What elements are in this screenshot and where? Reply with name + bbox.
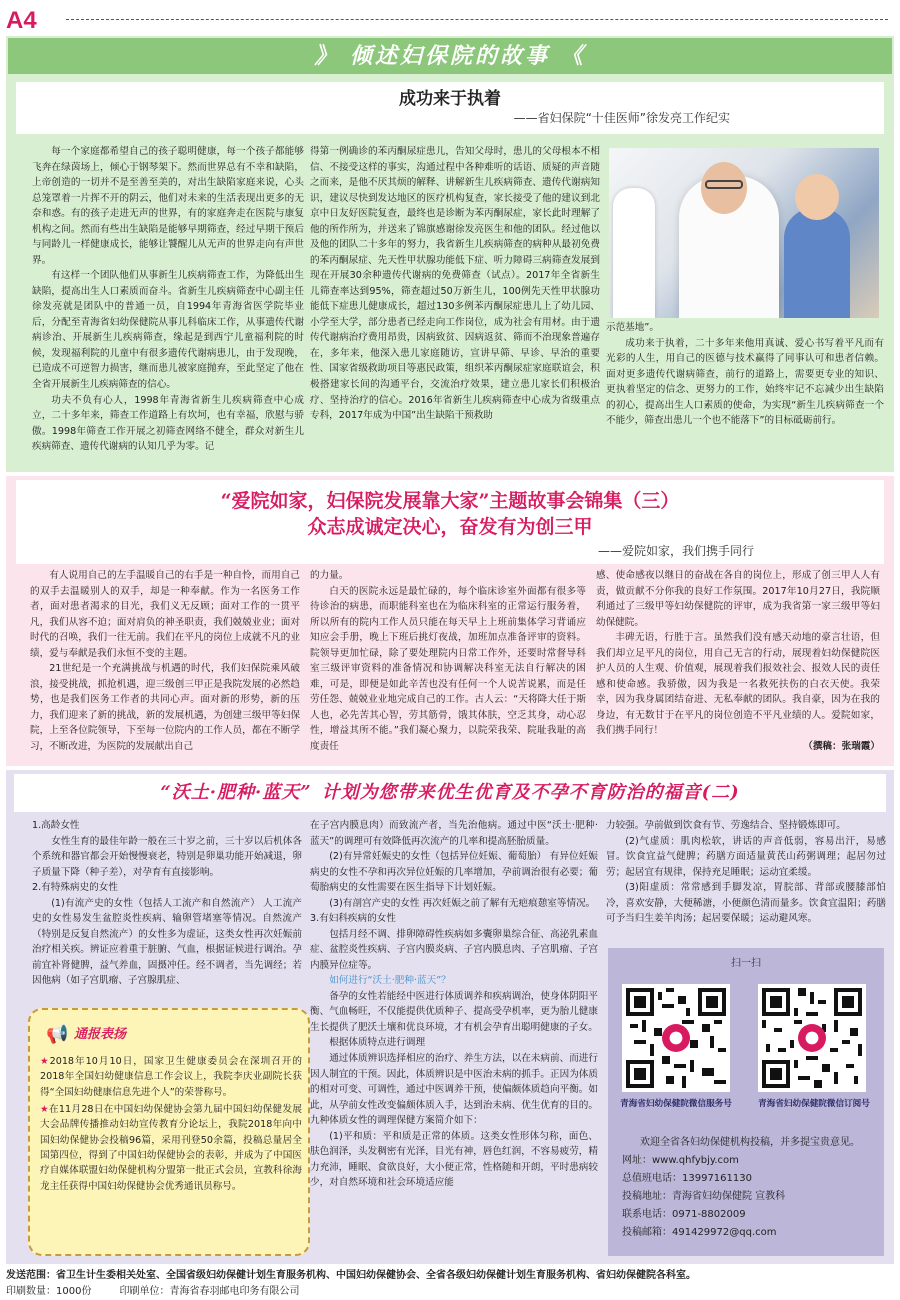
qr-code-subscription[interactable] [758, 984, 866, 1092]
contact-info [622, 1134, 878, 1242]
story3-banner-part1: “沃土·肥种·蓝天” [160, 782, 312, 803]
paragraph: 女性生育的最佳年龄一般在三十岁之前，三十岁以后机体各个系统和器官都会开始慢慢衰老，特别是卵巢功能开始减退，卵子质量下降（种子差），对孕育有直接影响。 [32, 835, 302, 878]
notice-box [28, 1008, 310, 1256]
story3-col3 [606, 818, 886, 944]
story2-col3 [596, 568, 880, 762]
paragraph: (2)气虚质：肌肉松软，讲话的声音低弱，容易出汗，易感冒。饮食宜益气健脾；药膳方面适量黄芪山药粥调理；起居勿过劳；起居宜有规律，保持充足睡眠；运动宜柔缓。 [606, 835, 886, 878]
story2-subtitle: ——爱院如家，我们携手同行 [597, 544, 754, 558]
paragraph: 成功来于执着，二十多年来他用真诚、爱心书写着平凡而有光彩的人生，用自己的医德与技术赢得了同事认可和患者信赖。面对更多遗传代谢病筛查，前行的道路上，需要更专业的知识、更执着坚定的信念、更努力的工作，始终牢记不忘减少出生缺陷的初心，提高出生人口素质的使命，为实现“新生儿疾病筛查一个不能少，筛查出患儿一个也不能落下”的目标砥砺前行。 [606, 337, 884, 427]
notice-item: ★2018年10月10日，国家卫生健康委员会在深圳召开的2018年全国妇幼健康信息工作会议上，我院李庆业副院长获得“全国妇幼健康信息先进个人”的荣誉称号。 [40, 1056, 302, 1098]
story1-col1 [32, 144, 304, 466]
qr-title: 扫一扫 [731, 958, 761, 969]
doctor-photo [609, 148, 879, 318]
heading: 根据体质特点进行调理 [329, 1037, 426, 1049]
qr-code-icon [762, 988, 862, 1088]
star-icon: ★ [40, 1104, 49, 1116]
paragraph: 包括月经不调、排卵障碍性疾病如多囊卵巢综合征、高泌乳素血症、盆腔炎性疾病、子宫内膜炎病、子宫内膜息肉、子宫肌瘤、子宫内膜异位症等。 [310, 928, 598, 971]
story1-col2 [310, 144, 600, 466]
story3-banner-part2: 计划为您带来优生优育及不孕不育防治的福音(二) [321, 782, 740, 803]
contact-address: 投稿地址：青海省妇幼保健院 宣教科 [622, 1191, 786, 1202]
heading: 1.高龄女性 [32, 820, 80, 831]
qr-caption-subscription: 青海省妇幼保健院微信订阅号 [758, 1099, 870, 1109]
paragraph: 功夫不负有心人，1998年青海省新生儿疾病筛查中心成立，二十多年来，筛查工作道路上有坎坷，也有幸福，欣慰与骄傲。1998年筛查工作开展之初筛查网络不健全，群众对新生儿疾病筛查、遗传代谢病的认知几乎为零。记 [32, 394, 304, 453]
story1-subtitle: ——省妇保院“十佳医师”徐发亮工作纪实 [513, 111, 730, 125]
paragraph: 示范基地”。 [606, 322, 659, 333]
footer-print-info [6, 1284, 894, 1300]
paragraph: 感、使命感夜以继日的奋战在各自的岗位上，形成了创三甲人人有责，做贡献不分你我的良好工作氛围。2017年10月27日，我院顺利通过了三级甲等妇幼保健院的评审，成为我省第一家三级甲等妇幼保健院。 [596, 570, 880, 628]
contact-hotline: 总值班电话：13997161130 [622, 1173, 752, 1184]
footer [6, 1268, 894, 1300]
notice-body [40, 1054, 302, 1196]
contact-website[interactable]: 网址：www.qhfybjy.com [622, 1155, 739, 1166]
notice-heading: 通报表扬 [74, 1027, 127, 1042]
notice-item: ★在11月28日在中国妇幼保健协会第九届中国妇幼保健发展大会品牌传播推动妇幼宣传教育分论坛上，我院2018年向中国妇幼保健协会投稿96篇，采用刊登50余篇，投稿总量居全国第四位，得到了中国妇幼保健协会的表彰，并成为了中国医疗自媒体联盟妇幼保健机构分盟第一批正式会员，宣教科徐海龙主任获得中国妇幼保健协会优秀通讯员称号。 [40, 1104, 302, 1192]
paragraph: (3)有剖宫产史的女性 再次妊娠之前了解有无疤痕憩室等情况。 [329, 897, 596, 909]
paragraph: 白天的医院永远是最忙碌的，每个临床诊室外面都有很多等待诊治的病患，而职能科室也在为临床科室的正常运行服务着，所以所有的院内工作人员只能在每天早上上班前集体学习背诵应知应会手册，晚上下班后挑灯夜战，加班加点准备评审的资料。院领导更加忙碌，除了要处理院内日常工作外，还要时常督导科室三级评审资料的准备情况和协调解决科室无法自行解决的困难，可是，即便是如此辛苦也没有任何一个人说苦说累，而是任劳任怨、兢兢业业地完成自己的工作。古人云：“天将降大任于斯人也，必先苦其心智，劳其筋骨，饿其体肤，空乏其身，动心忍性，增益其所不能。”我们凝心聚力，以院荣我荣、院耻我耻的高度责任 [310, 585, 586, 752]
paragraph: 有这样一个团队他们从事新生儿疾病筛查工作，为降低出生缺陷，提高出生人口素质而奋斗。省新生儿疾病筛查中心副主任徐发亮就是团队中的普通一员，自1994年青海省医学院毕业后，分配至青海省妇幼保健院从事儿科临床工作，从事遗传代谢病诊治、开展新生儿疾病筛查，缘起是到西宁儿童福利院的时候，发现福利院的儿童中有很多遗传代谢病患儿，由于发现晚，已造成不可逆智力损害，继而患儿被家庭抛弃，至此坚定了他在全省开展新生儿疾病筛查的信心。 [32, 270, 304, 390]
heading: 3.有妇科疾病的女性 [310, 913, 396, 925]
page-number: A4 [6, 7, 37, 34]
qr-caption-service: 青海省妇幼保健院微信服务号 [620, 1099, 732, 1109]
story2-title-line2: 众志成诚定决心，奋发有为创三甲 [307, 516, 593, 538]
photo-nurse-figure [613, 188, 655, 318]
paragraph: 通过体质辨识选择相应的治疗、养生方法，以在未病前、而进行因人制宜的干预。因此，体质辨识是中医治未病的抓手。正因为体质的相对可变、可调性，通过中医调养干预，使偏颇体质趋向平衡。如此，从孕前女性改变偏颇体质入手，达到治未病、优生优育的目的。九种体质女性的调理保健方案简介如下： [310, 1052, 598, 1127]
paragraph: (3)阳虚质：常常感到手脚发凉，胃脘部、背部或腰膝部怕冷，喜欢安静，大便稀溏，小便颜色清而量多。饮食宜温阳；药膳可予当归生姜羊肉汤；起居要保暖；运动避风寒。 [606, 882, 886, 925]
paragraph: 丰碑无语，行胜于言。虽然我们没有感天动地的豪言壮语，但我们却立足平凡的岗位，用自己无言的行动，展现着妇幼保健院医护人员的人生观、价值观，展现着我们报效社会、报效人民的责任感和使命感。我骄傲，因为我是一名救死扶伤的白衣天使。我荣幸，因为我身属团结奋进、无私奉献的团队。我自豪，因为在我的身边，有无数甘于在平凡的岗位创造不平凡业绩的人。爱院如家，我们携手同行！ [596, 632, 880, 737]
story3-banner [14, 774, 886, 812]
story1-title-box [16, 82, 884, 134]
qr-code-service[interactable] [622, 984, 730, 1092]
paragraph: 力较强。孕前做到饮食有节、劳逸结合、坚持锻炼即可。 [606, 820, 846, 831]
qr-contact-box [608, 948, 884, 1256]
story2-title-box [16, 480, 884, 564]
photo-child-face [795, 174, 839, 220]
paragraph: 的力量。 [310, 570, 349, 581]
story2-title-line1: “爱院如家，妇保院发展靠大家”主题故事会锦集（三） [220, 490, 680, 512]
contact-welcome: 欢迎全省各妇幼保健机构投稿，并多提宝贵意见。 [640, 1137, 860, 1148]
story3-col1 [32, 818, 302, 1004]
footer-distribution: 发送范围：省卫生计生委相关处室、全国省级妇幼保健计划生育服务机构、中国妇幼保健协会、全省各级妇幼保健计划生育服务机构、省妇幼保健院各科室。 [6, 1270, 696, 1281]
story2-byline: （撰稿：张瑞霞） [803, 740, 880, 752]
story1-col3 [606, 320, 884, 468]
story1-banner: 》 倾述妇保院的故事 《 [8, 38, 892, 74]
story2-col2 [310, 568, 586, 762]
heading: 2.有特殊病史的女性 [32, 882, 118, 894]
story2-col1 [30, 568, 300, 762]
megaphone-icon: 📢 [46, 1024, 69, 1045]
contact-phone: 联系电话：0971-8802009 [622, 1209, 746, 1220]
paragraph: (1)平和质：平和质是正常的体质。这类女性形体匀称，面色、肤色润泽，头发稠密有光泽，目光有神，唇色红润，不容易疲劳，精力充沛，睡眠、食欲良好，大小便正常，性格随和开朗，平时患病较少，对自然环境和社会环境适应能 [310, 1130, 598, 1189]
story2-section [6, 476, 894, 766]
paragraph: (1)有流产史的女性（包括人工流产和自然流产） 人工流产史的女性易发生盆腔炎性疾病、输卵管堵塞等情况。自然流产（特别是反复自然流产）的女性多为虚证，这类女性再次妊娠前治疗相关疾。辨证应着重于脏腑、气血，根据证候进行调治。孕前宜补肾健脾，益气养血，固摄冲任。经不调者，当先调经；若因他病（如子宫肌瘤、子宫腺肌症、 [32, 897, 302, 987]
header-divider [66, 19, 888, 20]
qr-code-icon [626, 988, 726, 1088]
footer-print-count: 印刷数量：1000份 [6, 1286, 92, 1297]
paragraph: 备孕的女性若能经中医进行体质调养和疾病调治，使身体阴阳平衡、气血畅旺，不仅能提供优质种子、提高受孕机率，更为胎儿健康生长提供了肥沃土壤和优良环境，才有机会孕育出聪明健康的子女。 [310, 990, 598, 1033]
paragraph: 在子宫内膜息肉）而致流产者，当先治他病。通过中医“沃土·肥种·蓝天”的调理可有效降低再次流产的几率和提高胚胎质量。 [310, 820, 598, 847]
story3-col2 [310, 818, 598, 1258]
star-icon: ★ [40, 1056, 50, 1067]
paragraph: 21世纪是一个充满挑战与机遇的时代，我们妇保院乘风破浪，接受挑战，抓抢机遇，迎三级创三甲正是我院发展的必然趋势，也是我们医务工作者的共同心声。面对新的形势，新的压力，我们迎来了新的挑战，新的发展机遇，为创建三级甲等妇保院，上至各位院领导，下至每一位院内的工作人员，都在不断学习，不断改进，为医院的发展献出自己 [30, 663, 300, 752]
paragraph: 得第一例确诊的苯丙酮尿症患儿，告知父母时，患儿的父母根本不相信、不接受这样的事实，沟通过程中各种难听的话语、质疑的声音随之而来，是他不厌其烦的解释、讲解新生儿疾病筛查、遗传代谢病知识，建议尽快到发达地区的医疗机构复查，家长接受了他的建议到北京中日友好医院复查，最终也是诊断为苯丙酮尿症，家长此时理解了他的所作所为，并送来了锦旗感谢徐发亮医生和他的团队。经过他以及他的团队二十多年的努力，我省新生儿疾病筛查的病种从最初免费的苯丙酮尿症、先天性甲状腺功能低下症、听力障碍三病筛查发展到现在开展30余种遗传代谢病的免费筛查（试点）。2017年全省新生儿筛查率达到95%，筛查超过50万新生儿，100例先天性甲状腺功能低下症患儿健康成长，超过130多例苯丙酮尿症患儿上了幼儿园、小学至大学，部分患者已经走向工作岗位，成为社会有用材。由于遗传代谢病治疗费用昂贵，因病致贫、因病返贫、筛而不治现象普遍存在，多年来，他深入患儿家庭随访，宣讲早筛、早诊、早治的重要性、国家省级救助项目等惠民政策，组织苯丙酮尿症家庭联谊会，积极搭建家长间的沟通平台，交流治疗效果，建立患儿家长们积极治疗、坚持治疗的信心。2016年省新生儿疾病筛查中心成为省级重点专科，2017年成为中国”出生缺陷干预救助 [310, 146, 600, 422]
story1-title: 成功来于执着 [399, 89, 501, 109]
story3-section [6, 770, 894, 1264]
footer-printer: 印刷单位：青海省春羽邮电印务有限公司 [119, 1286, 300, 1297]
photo-child-figure [784, 208, 850, 318]
photo-glasses [705, 180, 743, 189]
story1-section [6, 36, 894, 472]
question-heading: 如何进行“沃土·肥种·蓝天”？ [329, 975, 451, 987]
paragraph: (2)有异常妊娠史的女性（包括异位妊娠、葡萄胎） 有异位妊娠病史的女性不孕和再次异位妊娠的几率增加，孕前调治很有必要；葡萄胎病史的女性需要在医生指导下计划妊娠。 [310, 851, 598, 894]
paragraph: 有人说用自己的左手温暖自己的右手是一种自怜，而用自己的双手去温暖别人的双手，却是一种奉献。作为一名医务工作者，面对患者渴求的目光，我们义无反顾；面对工作的一贯平凡，我们从容不迫；面对肩负的神圣职责，我们兢兢业业；面对时代的召唤，我们一往无前。我们在平凡的岗位上成就不凡的业绩，爱与奉献是我们永恒不变的主题。 [30, 570, 300, 659]
paragraph: 每一个家庭都希望自己的孩子聪明健康，每一个孩子都能够飞奔在绿茵场上，倾心于钢琴架下。然而世界总有不幸和缺陷，上帝创造的一切并不是至善至美的，对出生缺陷家庭来说，心头总笼罩着一片挥不开的阴云，他们对未来的生活表现出更多的无奈和惑。有的孩子走进无声的世界，有的家庭奔走在医院与康复机构之间。然而有些出生缺陷是能够早期筛查，经过早期干预后与同龄儿一样健康成长，能够让饕醒儿从无声的世界走向有声世界。 [32, 146, 304, 266]
contact-email[interactable]: 投稿邮箱：491429972@qq.com [622, 1227, 777, 1238]
